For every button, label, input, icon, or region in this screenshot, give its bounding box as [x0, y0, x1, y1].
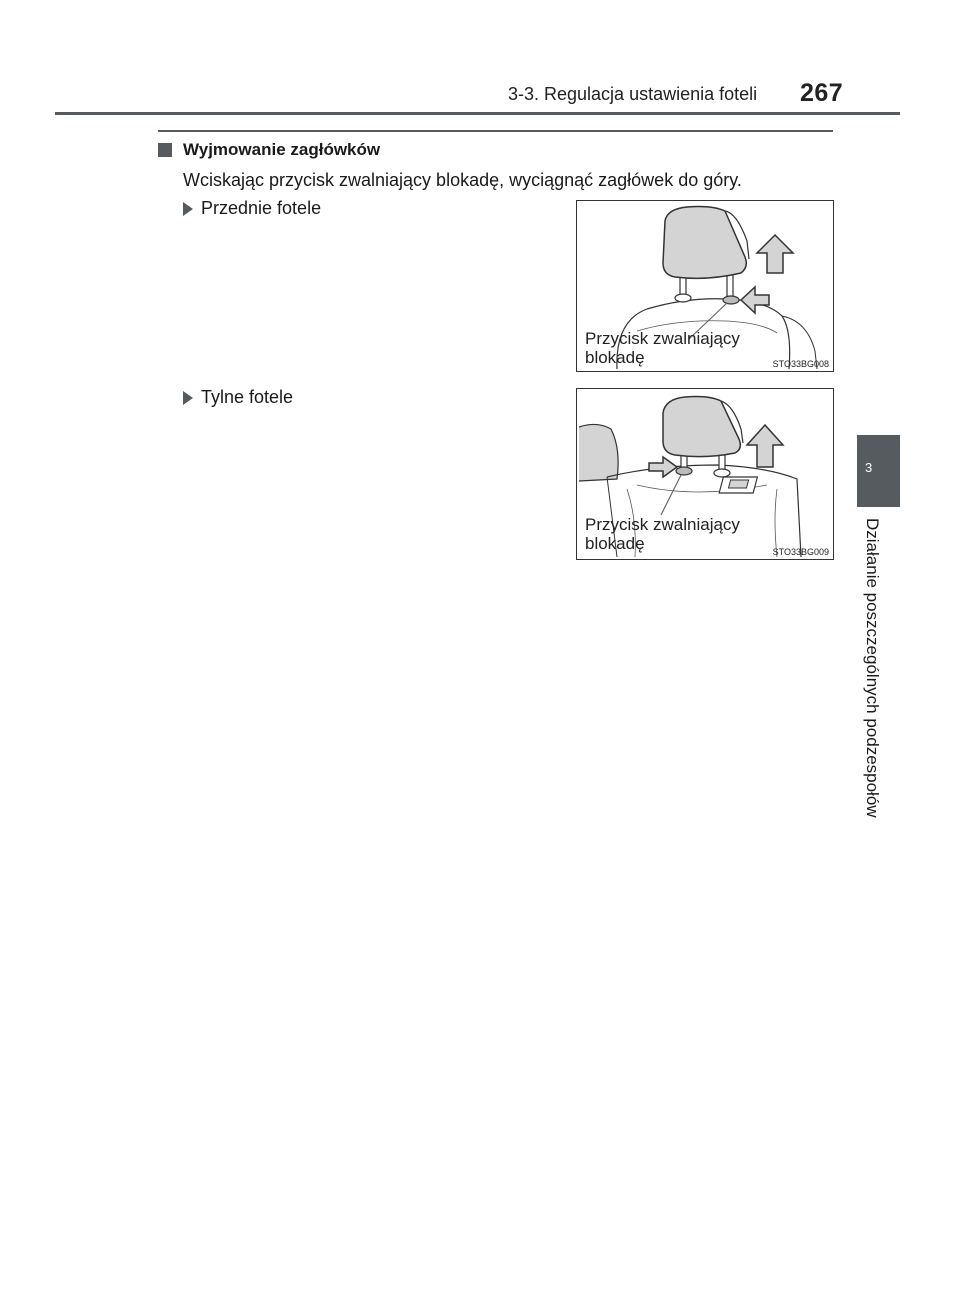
header-rule	[55, 112, 900, 115]
section-square-icon	[158, 143, 172, 157]
chapter-tab	[857, 435, 900, 507]
figure-code: STO33BG008	[772, 359, 829, 369]
list-item-rear-seats	[183, 387, 293, 408]
list-item-label: Tylne fotele	[201, 387, 294, 407]
section-title: Wyjmowanie zagłówków	[183, 140, 381, 159]
chapter-title: Działanie poszczególnych podzespołów	[863, 518, 882, 818]
figure-code: STO33BG009	[772, 547, 829, 557]
callout-label: Przycisk zwalniający blokadę	[585, 329, 740, 367]
list-item-front-seats	[183, 198, 321, 219]
figure-rear-headrest	[576, 388, 834, 560]
triangle-bullet-icon	[183, 391, 193, 405]
instruction-text: Wciskając przycisk zwalniający blokadę, wyciągnąć zagłówek do góry.	[183, 170, 742, 190]
callout-label: Przycisk zwalniający blokadę	[585, 515, 740, 553]
triangle-bullet-icon	[183, 202, 193, 216]
chapter-number: 3	[865, 460, 873, 475]
section-rule	[158, 130, 833, 132]
list-item-label: Przednie fotele	[201, 198, 322, 218]
page-number: 267	[800, 79, 844, 107]
running-header: 3-3. Regulacja ustawienia foteli	[508, 84, 758, 104]
figure-front-headrest	[576, 200, 834, 372]
